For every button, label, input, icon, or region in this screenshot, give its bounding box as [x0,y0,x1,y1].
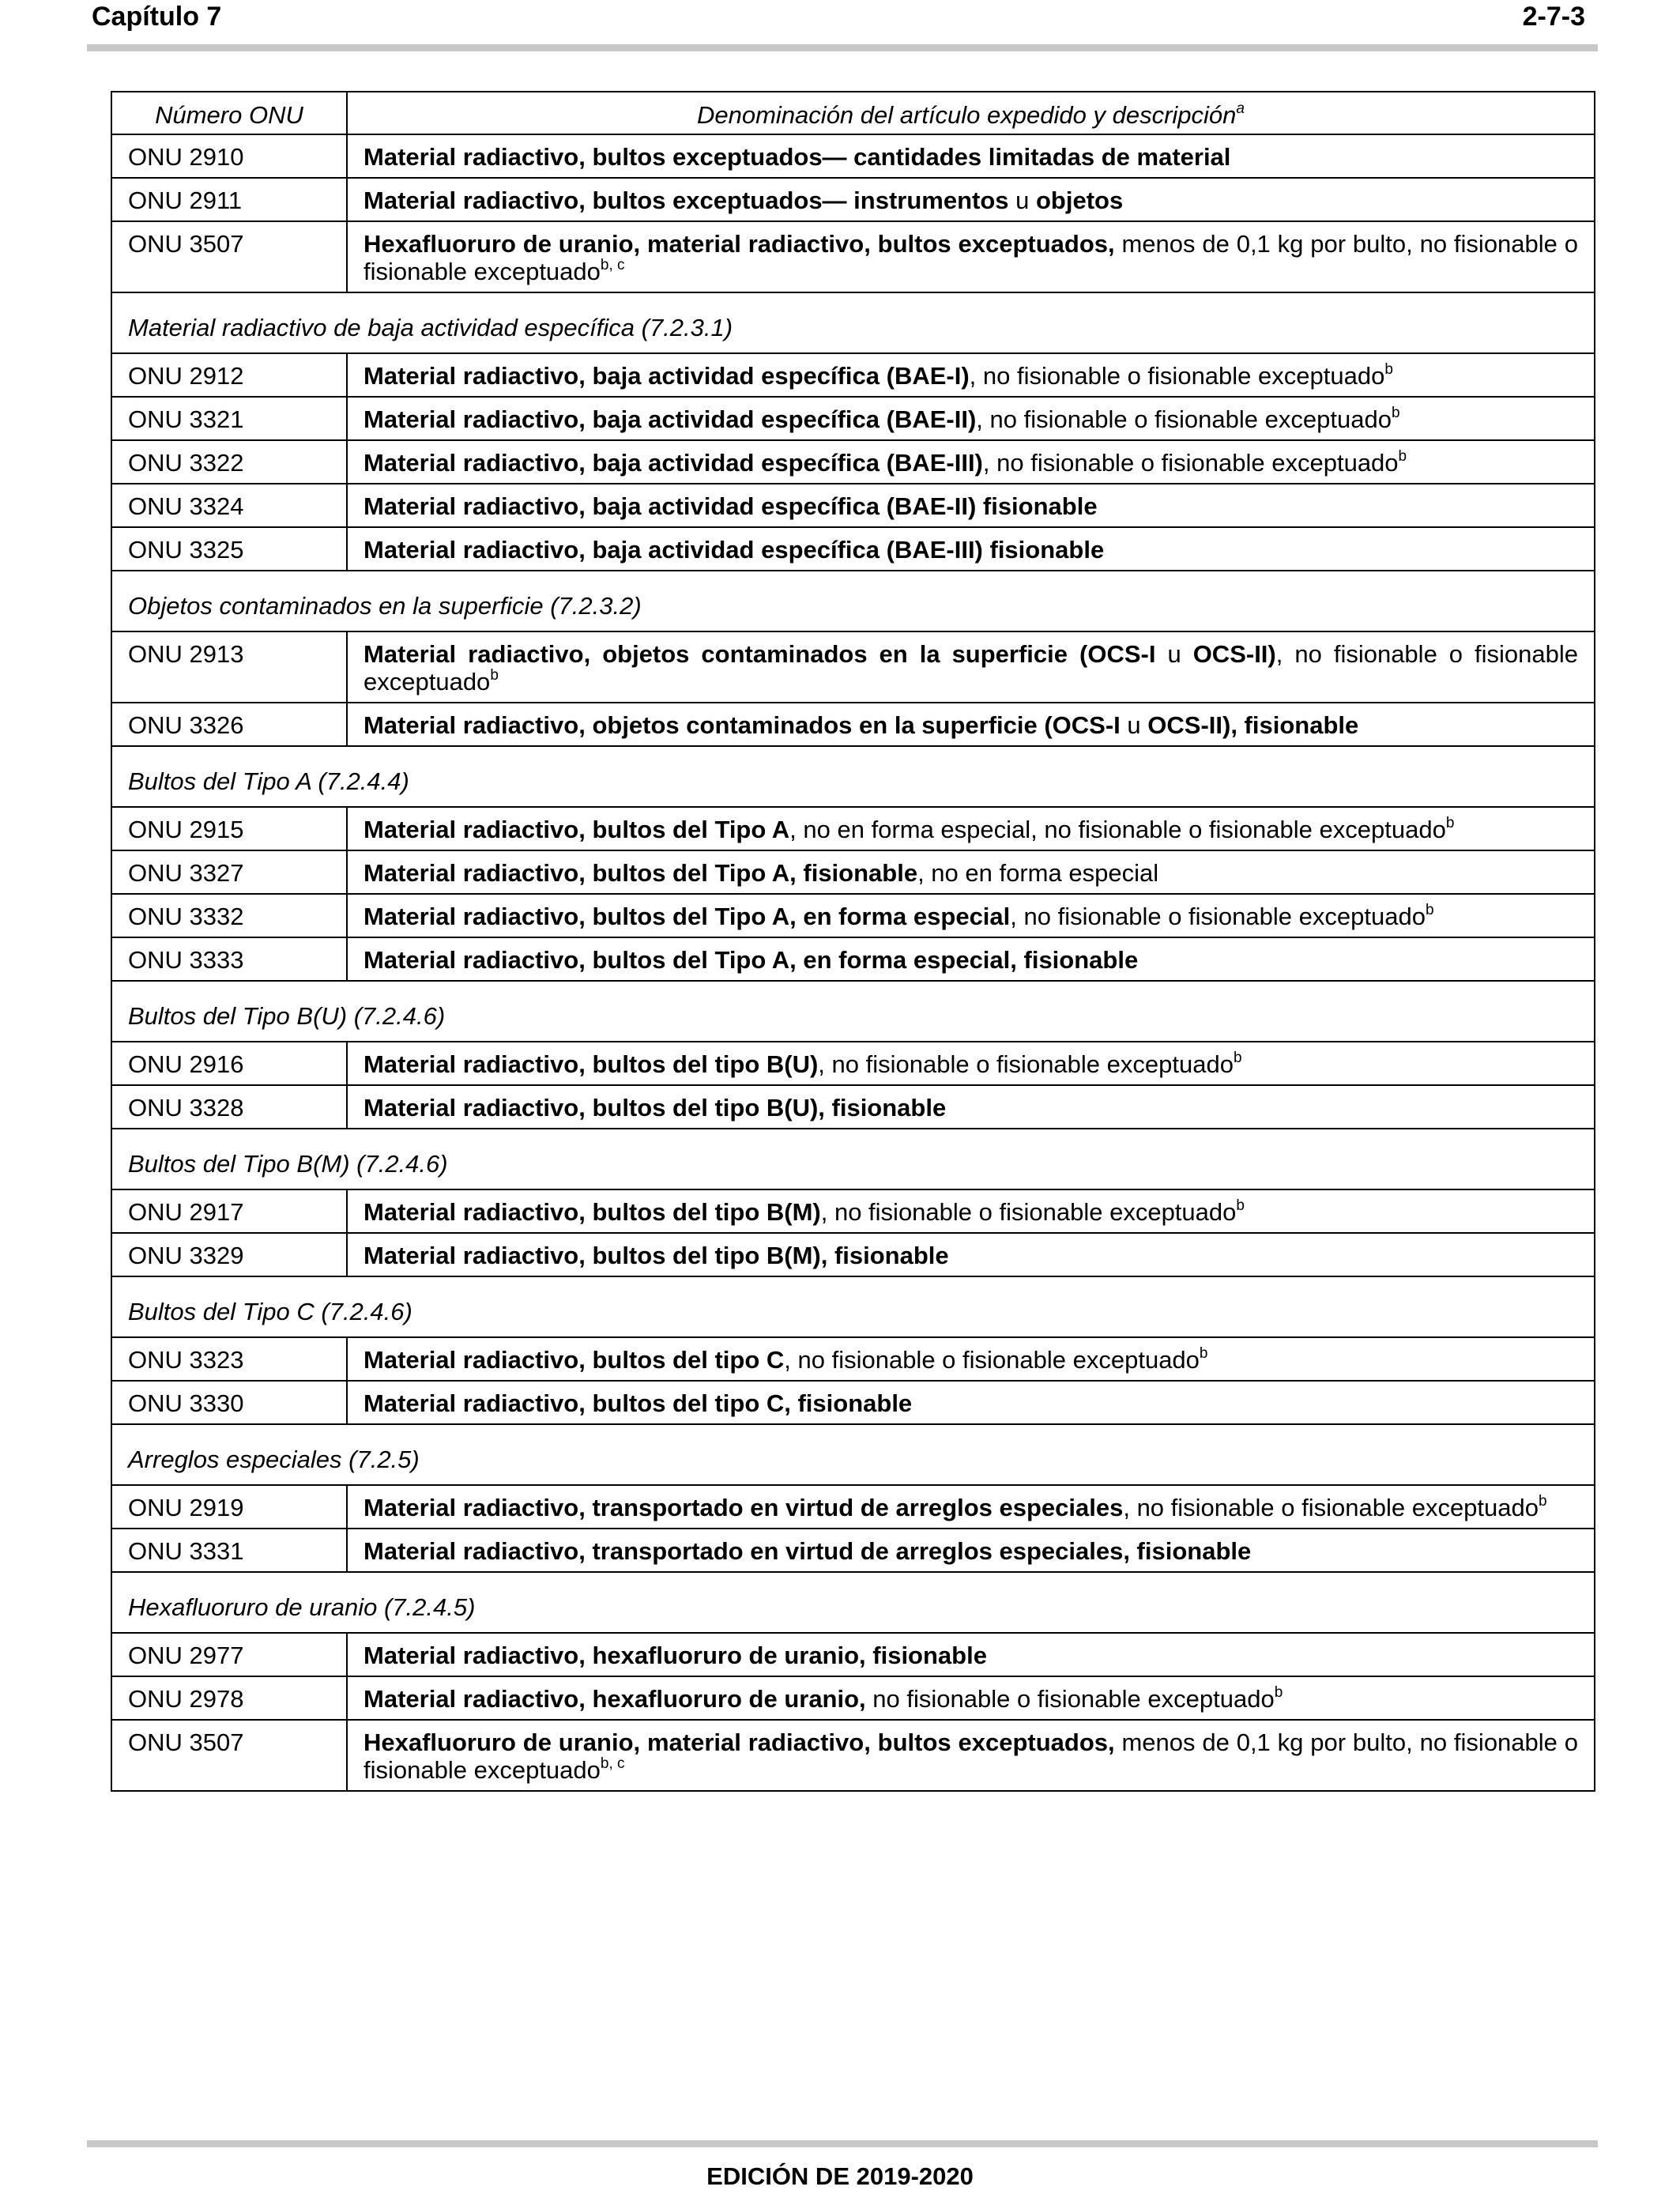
table-row [111,850,1595,894]
description-bold-text: Material radiactivo, bultos del Tipo A [363,816,790,843]
description-bold-text: Material radiactivo, bultos del Tipo A, en forma especial [363,903,1011,930]
description-bold-text: Material radiactivo, transportado en virtud de arreglos especiales [363,1494,1124,1521]
description-text: no fisionable o fisionable exceptuado [865,1685,1275,1713]
section-heading: Bultos del Tipo B(M) (7.2.4.6) [111,1129,1595,1189]
description-cell [347,1529,1595,1572]
section-heading: Material radiactivo de baja actividad específica (7.2.3.1) [111,292,1595,353]
un-number-cell: ONU 3321 [111,397,347,440]
description-bold-text: Material radiactivo, bultos del Tipo A, en forma especial, fisionable [363,946,1139,974]
section-heading: Arreglos especiales (7.2.5) [111,1424,1595,1485]
table-row [111,178,1595,221]
un-number-cell: ONU 2913 [111,631,347,703]
description-cell [347,1085,1595,1129]
table-row [111,1189,1595,1233]
section-heading-row [111,1572,1595,1633]
table-body [111,134,1595,1791]
table-row [111,527,1595,571]
description-text: , no en forma especial [917,859,1159,887]
un-number-cell: ONU 3507 [111,1720,347,1791]
footnote-marker: b [1274,1684,1283,1701]
table-row [111,353,1595,397]
footnote-marker: b, c [600,257,625,273]
description-bold-text: objetos [1036,187,1124,214]
description-cell [347,703,1595,746]
description-cell [347,1042,1595,1085]
un-number-cell: ONU 3327 [111,850,347,894]
footnote-marker: b, c [600,1755,625,1772]
description-cell [347,527,1595,571]
description-bold-text: Material radiactivo, baja actividad específica (BAE-I) [363,362,970,390]
description-column-header [347,92,1595,134]
description-bold-text: Material radiactivo, baja actividad específica (BAE-II) [363,405,977,433]
table-row [111,221,1595,292]
description-bold-text: Material radiactivo, hexafluoruro de uranio, fisionable [363,1642,987,1669]
chapter-label: Capítulo 7 [92,2,222,32]
description-text: , no fisionable o fisionable exceptuado [784,1346,1200,1374]
description-bold-text: Material radiactivo, transportado en virtud de arreglos especiales, fisionable [363,1537,1252,1565]
description-cell [347,178,1595,221]
description-bold-text: Material radiactivo, baja actividad específica (BAE-III) [363,449,983,477]
section-heading-row [111,1424,1595,1485]
footnote-marker: a [1236,100,1245,117]
footnote-marker: b [1391,405,1400,421]
description-text: , no fisionable o fisionable exceptuado [1010,903,1426,930]
un-number-cell: ONU 2910 [111,134,347,178]
section-heading: Hexafluoruro de uranio (7.2.4.5) [111,1572,1595,1633]
footnote-marker: b [490,667,499,684]
table-row [111,937,1595,981]
description-cell [347,850,1595,894]
description-text: menos de 0,1 kg por bulto, no fisionable o fisionable exceptuado [363,230,1578,285]
description-text: , no fisionable o fisionable exceptuado [363,640,1579,696]
un-number-cell: ONU 2911 [111,178,347,221]
un-number-cell: ONU 2919 [111,1485,347,1529]
description-bold-text: Material radiactivo, bultos exceptuados— cantidades limitadas de material [363,143,1231,171]
description-bold-text: Hexafluoruro de uranio, material radiactivo, bultos exceptuados, [363,230,1115,258]
table-row [111,1233,1595,1276]
table-row [111,631,1595,703]
description-cell [347,631,1595,703]
un-number-cell: ONU 3331 [111,1529,347,1572]
description-cell [347,440,1595,484]
section-heading-row [111,1276,1595,1337]
description-bold-text: Material radiactivo, objetos contaminados en la superficie (OCS-I [363,711,1121,739]
description-bold-text: Material radiactivo, baja actividad específica (BAE-III) fisionable [363,536,1105,564]
description-bold-text: Material radiactivo, baja actividad específica (BAE-II) fisionable [363,492,1098,520]
description-bold-text: Material radiactivo, hexafluoruro de uranio, [363,1685,866,1713]
section-heading: Bultos del Tipo C (7.2.4.6) [111,1276,1595,1337]
footnote-marker: b [1384,361,1393,378]
description-text: , no fisionable o fisionable exceptuado [1123,1494,1539,1521]
table-row [111,703,1595,746]
table-row [111,807,1595,850]
un-number-cell: ONU 2915 [111,807,347,850]
description-cell [347,1676,1595,1720]
description-cell [347,807,1595,850]
un-number-cell: ONU 3326 [111,703,347,746]
un-number-cell: ONU 2916 [111,1042,347,1085]
footnote-marker: b [1398,448,1407,465]
description-cell [347,134,1595,178]
description-cell [347,937,1595,981]
edition-footer: EDICIÓN DE 2019-2020 [706,2162,974,2190]
un-number-cell: ONU 3324 [111,484,347,527]
table-row [111,1085,1595,1129]
section-heading: Objetos contaminados en la superficie (7.2.3.2) [111,571,1595,631]
description-bold-text: OCS-II), fisionable [1147,711,1359,739]
description-text: u [1008,187,1036,214]
description-text: , no fisionable o fisionable exceptuado [818,1050,1234,1078]
un-number-cell: ONU 3325 [111,527,347,571]
footer-rule [87,2140,1598,2147]
description-bold-text: Material radiactivo, bultos del tipo B(U) [363,1050,819,1078]
un-number-cell: ONU 3323 [111,1337,347,1381]
header-rule [87,44,1598,51]
description-text: u [1120,711,1148,739]
description-text: , no fisionable o fisionable exceptuado [820,1198,1237,1226]
description-header-text: Denominación del artículo expedido y descripción [697,101,1237,129]
un-number-cell: ONU 3333 [111,937,347,981]
description-bold-text: Material radiactivo, bultos del tipo B(M), fisionable [363,1242,949,1269]
description-cell [347,353,1595,397]
table-row [111,1042,1595,1085]
footnote-marker: b [1199,1345,1208,1362]
description-cell [347,1720,1595,1791]
section-heading-row [111,292,1595,353]
description-text: , no en forma especial, no fisionable o fisionable exceptuado [789,816,1446,843]
un-number-cell: ONU 2917 [111,1189,347,1233]
table-row [111,1337,1595,1381]
description-cell [347,1381,1595,1424]
description-bold-text: Material radiactivo, bultos exceptuados— instrumentos [363,187,1009,214]
description-text: menos de 0,1 kg por bulto, no fisionable o fisionable exceptuado [363,1728,1578,1784]
description-cell [347,1633,1595,1676]
table-row [111,894,1595,937]
table-row [111,1529,1595,1572]
un-number-cell: ONU 3322 [111,440,347,484]
description-text: u [1155,640,1193,668]
footnote-marker: b [1425,902,1434,918]
un-number-cell: ONU 3332 [111,894,347,937]
description-bold-text: Material radiactivo, objetos contaminados en la superficie (OCS-I [363,640,1156,668]
footnote-marker: b [1233,1050,1242,1066]
description-bold-text: Material radiactivo, bultos del tipo B(U), fisionable [363,1094,947,1122]
description-cell [347,1485,1595,1529]
section-heading-row [111,1129,1595,1189]
table-row [111,397,1595,440]
section-heading-row [111,746,1595,807]
description-bold-text: Material radiactivo, bultos del Tipo A, fisionable [363,859,918,887]
page-number: 2-7-3 [1522,2,1585,32]
table-row [111,440,1595,484]
un-numbers-table [111,91,1595,1792]
section-heading-row [111,571,1595,631]
description-bold-text: Material radiactivo, bultos del tipo C [363,1346,785,1374]
section-heading: Bultos del Tipo A (7.2.4.4) [111,746,1595,807]
table-row [111,1633,1595,1676]
section-heading: Bultos del Tipo B(U) (7.2.4.6) [111,981,1595,1042]
description-cell [347,1189,1595,1233]
description-bold-text: Material radiactivo, bultos del tipo B(M) [363,1198,821,1226]
description-cell [347,484,1595,527]
description-bold-text: OCS-II) [1192,640,1276,668]
table-row [111,1676,1595,1720]
footnote-marker: b [1445,815,1455,831]
un-number-cell: ONU 2912 [111,353,347,397]
description-cell [347,1337,1595,1381]
description-text: , no fisionable o fisionable exceptuado [982,449,1399,477]
un-number-cell: ONU 3328 [111,1085,347,1129]
description-text: , no fisionable o fisionable exceptuado [976,405,1392,433]
table-header-row [111,92,1595,134]
un-number-cell: ONU 3507 [111,221,347,292]
un-number-cell: ONU 2978 [111,1676,347,1720]
description-bold-text: Material radiactivo, bultos del tipo C, fisionable [363,1389,913,1417]
table-row [111,1720,1595,1791]
table-row [111,134,1595,178]
un-number-cell: ONU 2977 [111,1633,347,1676]
un-number-cell: ONU 3330 [111,1381,347,1424]
un-number-cell: ONU 3329 [111,1233,347,1276]
footnote-marker: b [1236,1197,1245,1214]
footnote-marker: b [1539,1493,1547,1510]
section-heading-row [111,981,1595,1042]
description-cell [347,1233,1595,1276]
description-bold-text: Hexafluoruro de uranio, material radiactivo, bultos exceptuados, [363,1728,1115,1756]
table-row [111,484,1595,527]
description-cell [347,221,1595,292]
description-cell [347,894,1595,937]
table-row [111,1485,1595,1529]
un-number-column-header: Número ONU [111,92,347,134]
description-cell [347,397,1595,440]
description-text: , no fisionable o fisionable exceptuado [969,362,1385,390]
table-row [111,1381,1595,1424]
